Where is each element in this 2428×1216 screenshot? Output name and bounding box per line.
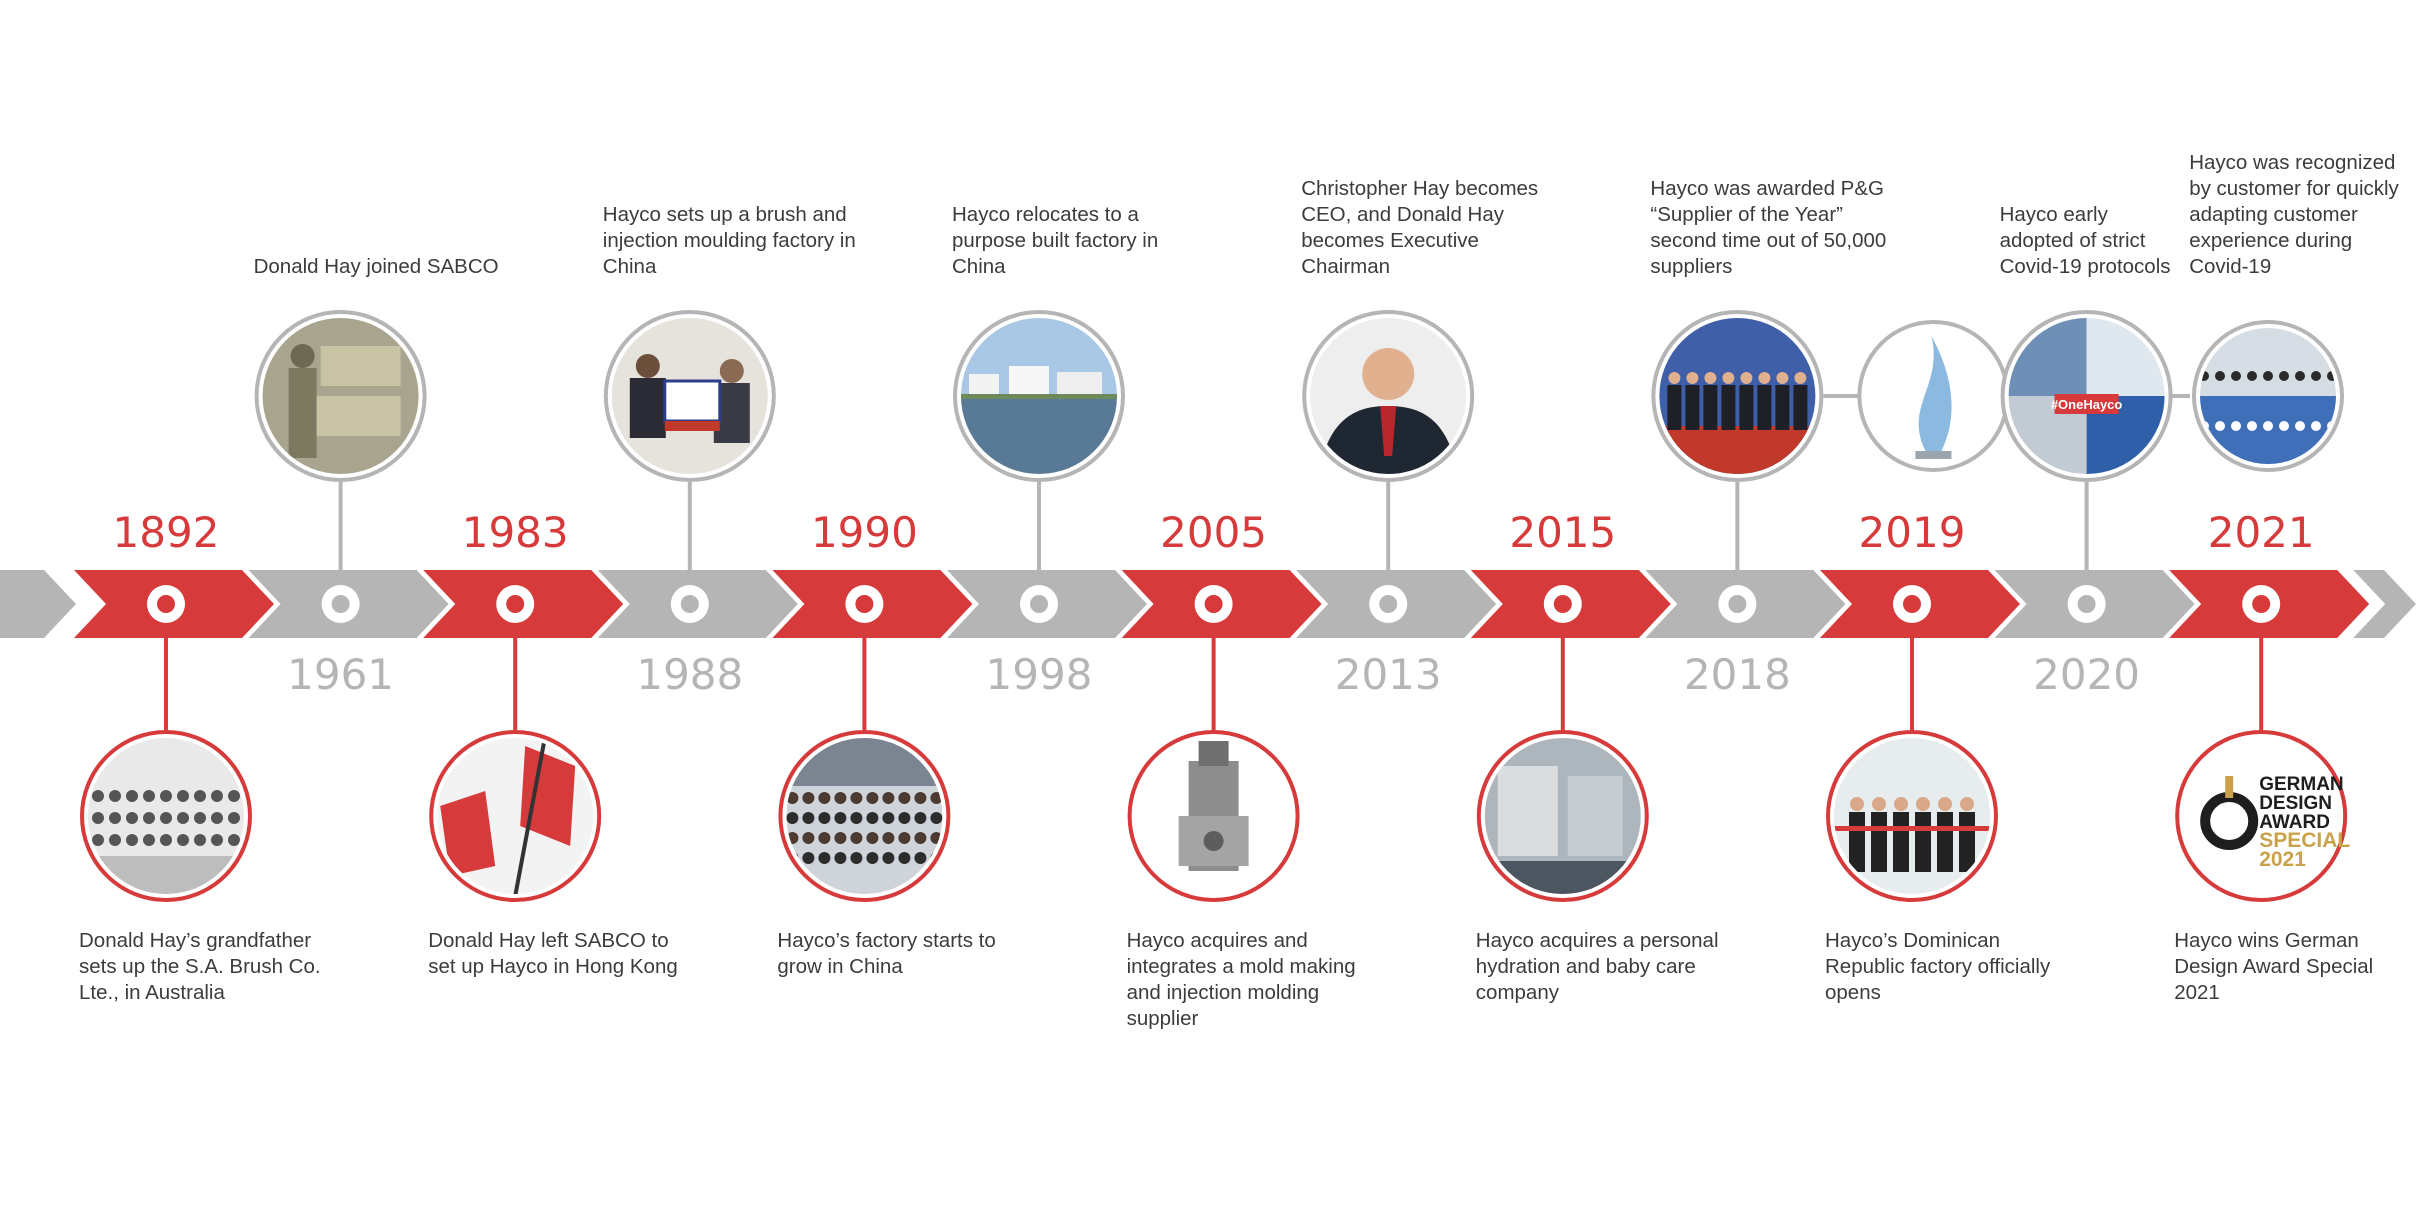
caption-2019: Hayco’s Dominican Republic factory officially opens [1825,929,2051,1004]
caption-2013: Christopher Hay becomes CEO, and Donald Hay becomes Executive Chairman [1301,177,1539,278]
year-label-1990: 1990 [810,508,918,557]
award-logo-line: SPECIAL [2259,829,2351,852]
caption-2015: Hayco acquires a personal hydration and baby care company [1475,929,1719,1004]
year-label-1961: 1961 [287,650,395,699]
caption-2021: Hayco wins German Design Award Special 2021 [2174,929,2374,1004]
year-label-2019: 2019 [1858,508,1966,557]
year-label-2018: 2018 [1683,650,1791,699]
caption-2020: Hayco early adopted of strict Covid-19 protocols [1999,203,2171,278]
year-label-2021: 2021 [2207,508,2315,557]
caption-2005: Hayco acquires and integrates a mold making and injection molding supplier [1126,929,1356,1030]
award-logo-line: DESIGN [2259,793,2333,814]
caption-1988: Hayco sets up a brush and injection moulding factory in China [602,203,856,278]
year-label-2020: 2020 [2033,650,2141,699]
caption-2018: Hayco was awarded P&G “Supplier of the Year” second time out of 50,000 suppliers [1650,177,1887,278]
award-logo-line: AWARD [2259,812,2330,833]
caption-1990: Hayco’s factory starts to grow in China [777,929,996,978]
caption-1892: Donald Hay’s grandfather sets up the S.A. Brush Co. Lte., in Australia [79,929,321,1004]
caption-1961: Donald Hay joined SABCO [253,255,499,278]
award-logo-line: GERMAN [2259,774,2344,795]
year-label-1998: 1998 [985,650,1093,699]
caption-extra-13: Hayco was recognized by customer for quickly adapting customer experience during Covid-19 [2189,151,2399,278]
award-logo-line: 2021 [2259,848,2306,871]
year-label-1892: 1892 [112,508,220,557]
caption-1983: Donald Hay left SABCO to set up Hayco in Hong Kong [428,929,678,978]
onehayco-badge-text: #OneHayco [2050,397,2123,412]
year-label-2005: 2005 [1160,508,1268,557]
year-label-1988: 1988 [636,650,744,699]
year-label-2015: 2015 [1509,508,1617,557]
year-label-2013: 2013 [1334,650,1442,699]
caption-1998: Hayco relocates to a purpose built factory in China [952,203,1159,278]
year-label-1983: 1983 [461,508,569,557]
